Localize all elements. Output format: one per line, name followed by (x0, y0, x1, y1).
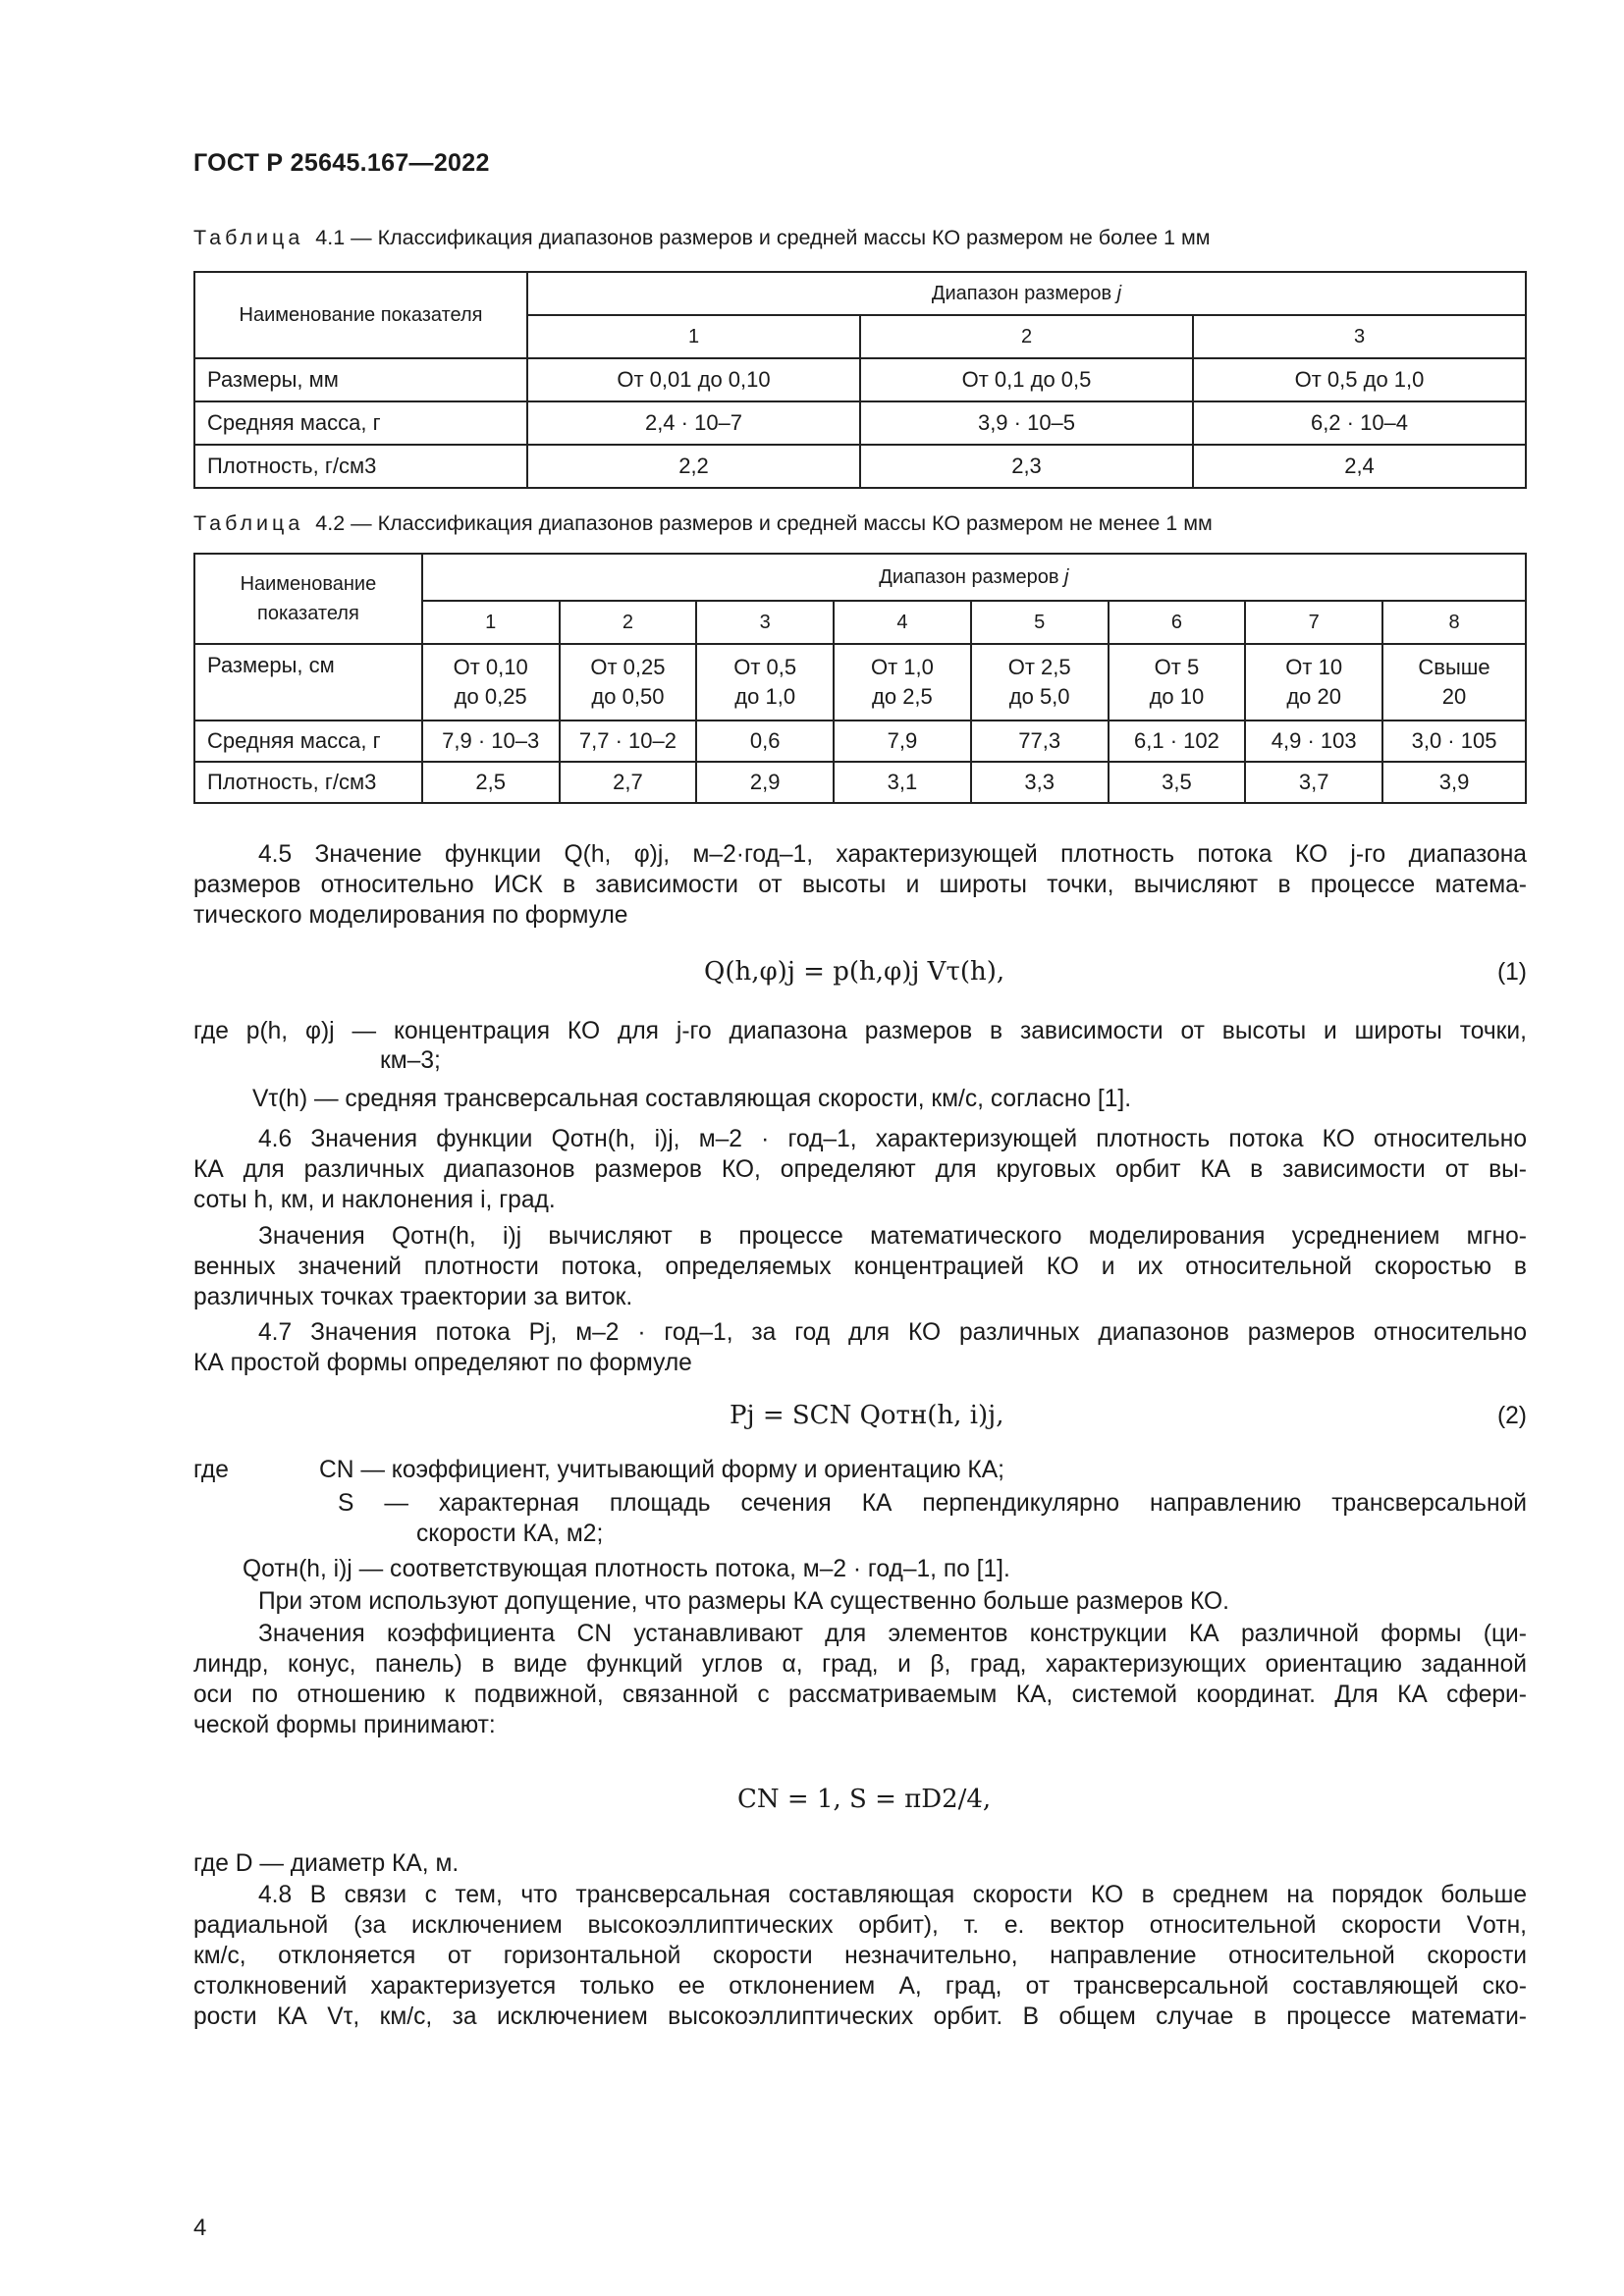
row-label: Средняя масса, г (194, 401, 527, 445)
table2-name-header-line2: показателя (256, 603, 359, 624)
row-label: Размеры, см (194, 644, 422, 721)
table2-name-header-line1: Наименование (240, 573, 377, 595)
para-4-6-line1: 4.6 Значения функции Qотн(h, i)j, м–2 · год–1, характеризующей плотность потока КО относительно (258, 1126, 1527, 1152)
where1-line3: Vτ(h) — средняя трансверсальная составляющая скорости, км/с, согласно [1]. (252, 1086, 1132, 1112)
table-cell: От 0,5 до 1,0 (1193, 358, 1526, 401)
para-4-6b-line3: различных точках траектории за виток. (193, 1284, 633, 1310)
table2-col-header: 7 (1245, 601, 1382, 644)
where2-s-line2: скорости КА, м2; (416, 1521, 604, 1547)
table2-caption-text: 4.2 — Классификация диапазонов размеров и средней массы КО размером не менее 1 мм (315, 511, 1213, 535)
table2-caption-word: Таблица (193, 511, 304, 535)
para-4-6-line3: соты h, км, и наклонения i, град. (193, 1187, 556, 1213)
table-cell: От 1,0 до 2,5 (834, 644, 971, 721)
where1-line2: км–3; (380, 1047, 441, 1074)
table-row (194, 762, 1526, 803)
table1-caption (193, 226, 1211, 250)
para-4-6b-line2: венных значений плотности потока, определяемых концентрацией КО и их относительной скоростью в (193, 1254, 1527, 1280)
table-cell: 2,4 (1193, 445, 1526, 488)
table2-col-header: 3 (696, 601, 834, 644)
para-4-5-line2: размеров относительно ИСК в зависимости от высоты и широты точки, вычисляют в процессе матема- (193, 872, 1527, 898)
table2-caption (193, 511, 1213, 536)
table2-col-header: 6 (1109, 601, 1246, 644)
table2-range-header: Диапазон размеров j (422, 554, 1526, 601)
table-cell: 2,7 (560, 762, 697, 803)
row-label: Размеры, мм (194, 358, 527, 401)
table-row (194, 445, 1526, 488)
table1-col-header: 3 (1193, 315, 1526, 358)
table-cell: 2,2 (527, 445, 860, 488)
table-cell: 4,9 · 103 (1245, 721, 1382, 762)
table2-name-header (194, 554, 422, 644)
table-row (194, 644, 1526, 721)
table2-col-header: 1 (422, 601, 560, 644)
para-cn-line1: Значения коэффициента CN устанавливают для элементов конструкции КА различной формы (ци- (258, 1621, 1527, 1647)
row-label: Плотность, г/см3 (194, 762, 422, 803)
para-4-8-line5: рости КА Vτ, км/с, за исключением высокоэллиптических орбит. В общем случае в процессе математи- (193, 2003, 1527, 2030)
table-row (194, 721, 1526, 762)
para-cn-line3: оси по отношению к подвижной, связанной с рассматриваемым КА, системой координат. Для КА сфери- (193, 1682, 1527, 1708)
table1-col-header: 2 (860, 315, 1193, 358)
table-cell: 3,7 (1245, 762, 1382, 803)
table2-col-header: 4 (834, 601, 971, 644)
table1-col-header: 1 (527, 315, 860, 358)
formula-3: CN = 1, S = πD2/4, (737, 1785, 992, 1814)
table2-col-header: 5 (971, 601, 1109, 644)
table-cell: 3,9 (1382, 762, 1526, 803)
table-cell: 3,0 · 105 (1382, 721, 1526, 762)
formula-2-number: (2) (1496, 1403, 1527, 1429)
standard-header: ГОСТ Р 25645.167—2022 (193, 149, 490, 177)
para-cn-line4: ческой формы принимают: (193, 1712, 496, 1738)
table-cell: От 10 до 20 (1245, 644, 1382, 721)
para-assumption: При этом используют допущение, что размеры КА существенно больше размеров КО. (258, 1588, 1230, 1615)
where2-where: где (193, 1457, 229, 1483)
document-page (193, 0, 1527, 2296)
para-4-8-line1: 4.8 В связи с тем, что трансверсальная составляющая скорости КО в среднем на порядок больше (258, 1882, 1527, 1908)
page-number: 4 (193, 2215, 207, 2241)
row-label: Средняя масса, г (194, 721, 422, 762)
table-cell: От 0,10 до 0,25 (422, 644, 560, 721)
para-4-6b-line1: Значения Qотн(h, i)j вычисляют в процессе математического моделирования усреднением мгно- (258, 1223, 1527, 1250)
table-cell: 2,4 · 10–7 (527, 401, 860, 445)
table-cell: 7,7 · 10–2 (560, 721, 697, 762)
para-4-5-line1: 4.5 Значение функции Q(h, φ)j, м–2·год–1, характеризующей плотность потока КО j-го диапазона (258, 841, 1527, 868)
table1-caption-word: Таблица (193, 226, 304, 249)
para-4-6-line2: КА для различных диапазонов размеров КО, определяют для круговых орбит КА в зависимости от вы- (193, 1156, 1527, 1183)
where2-s-line1: S — характерная площадь сечения КА перпендикулярно направлению трансверсальной (338, 1490, 1527, 1517)
table-cell: От 0,5 до 1,0 (696, 644, 834, 721)
where2-q: Qотн(h, i)j — соответствующая плотность потока, м–2 · год–1, по [1]. (243, 1556, 1010, 1582)
where1-line1: где p(h, φ)j — концентрация КО для j-го диапазона размеров в зависимости от высоты и широты точки, (193, 1018, 1527, 1044)
formula-1-number: (1) (1496, 959, 1527, 986)
table-row (194, 358, 1526, 401)
table-cell: 6,1 · 102 (1109, 721, 1246, 762)
table2-col-header: 8 (1382, 601, 1526, 644)
table-cell: От 0,1 до 0,5 (860, 358, 1193, 401)
table1 (193, 271, 1527, 489)
table-cell: От 0,01 до 0,10 (527, 358, 860, 401)
para-4-8-line3: км/с, отклоняется от горизонтальной скорости незначительно, направление относительной скорости (193, 1943, 1527, 1969)
para-4-7-line2: КА простой формы определяют по формуле (193, 1350, 692, 1376)
table-cell: 3,5 (1109, 762, 1246, 803)
where2-cn: CN — коэффициент, учитывающий форму и ориентацию КА; (319, 1457, 1004, 1483)
table-cell: 2,9 (696, 762, 834, 803)
table1-caption-text: 4.1 — Классификация диапазонов размеров и средней массы КО размером не более 1 мм (315, 226, 1211, 249)
table-cell: 2,5 (422, 762, 560, 803)
para-4-8-line2: радиальной (за исключением высокоэллиптических орбит), т. е. вектор относительной скорости Vотн, (193, 1912, 1527, 1939)
table-cell: 0,6 (696, 721, 834, 762)
table-cell: 6,2 · 10–4 (1193, 401, 1526, 445)
table-cell: 3,9 · 10–5 (860, 401, 1193, 445)
formula-2: Pj = SCN Qотн(h, i)j, (730, 1401, 1004, 1430)
table-cell: От 2,5 до 5,0 (971, 644, 1109, 721)
para-4-5-line3: тического моделирования по формуле (193, 902, 628, 929)
table-row (194, 401, 1526, 445)
table2 (193, 553, 1527, 804)
table-cell: От 0,25 до 0,50 (560, 644, 697, 721)
table-cell: 7,9 (834, 721, 971, 762)
para-cn-line2: линдр, конус, панель) в виде функций углов α, град, и β, град, характеризующих ориентацию заданной (193, 1651, 1527, 1678)
table-cell: 77,3 (971, 721, 1109, 762)
table2-col-header: 2 (560, 601, 697, 644)
table-cell: 3,3 (971, 762, 1109, 803)
table1-name-header: Наименование показателя (194, 272, 527, 358)
table-cell: 2,3 (860, 445, 1193, 488)
para-4-7-line1: 4.7 Значения потока Pj, м–2 · год–1, за год для КО различных диапазонов размеров относительно (258, 1319, 1527, 1346)
para-4-8-line4: столкновений характеризуется только ее отклонением A, град, от трансверсальной составляющей ско- (193, 1973, 1527, 2000)
table-cell: От 5 до 10 (1109, 644, 1246, 721)
formula-1: Q(h,φ)j = p(h,φ)j Vτ(h), (704, 957, 1005, 987)
table-cell: 3,1 (834, 762, 971, 803)
table-cell: 7,9 · 10–3 (422, 721, 560, 762)
table-cell: Свыше 20 (1382, 644, 1526, 721)
table1-range-header: Диапазон размеров j (527, 272, 1526, 315)
row-label: Плотность, г/см3 (194, 445, 527, 488)
where3: где D — диаметр КА, м. (193, 1850, 460, 1877)
